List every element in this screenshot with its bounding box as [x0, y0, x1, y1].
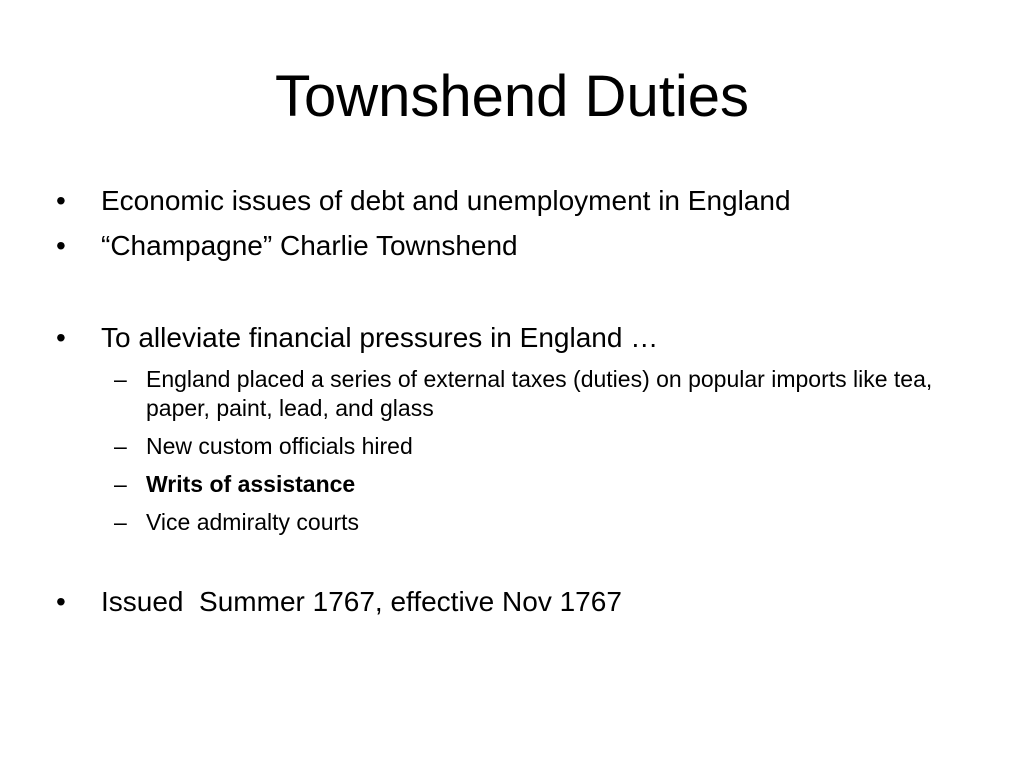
- sub-bullet-text: England placed a series of external taxes (duties) on popular imports like tea, paper, paint, lead, and glass: [146, 366, 933, 421]
- bullet-text: Economic issues of debt and unemployment in England: [101, 185, 791, 216]
- bullet-text: “Champagne” Charlie Townshend: [101, 230, 518, 261]
- dash-icon: –: [114, 471, 127, 497]
- dash-icon: –: [114, 509, 127, 535]
- bullet-icon: •: [56, 322, 66, 353]
- sub-bullet-text: New custom officials hired: [146, 433, 413, 459]
- dash-icon: –: [114, 433, 127, 459]
- bullet-icon: •: [56, 230, 66, 261]
- bullet-text: To alleviate financial pressures in England …: [101, 322, 659, 353]
- sub-bullet-text: Writs of assistance: [146, 471, 356, 497]
- dash-icon: –: [114, 366, 127, 392]
- sub-bullet-text: Vice admiralty courts: [146, 509, 360, 535]
- bullet-text: Issued Summer 1767, effective Nov 1767: [101, 586, 622, 617]
- bullet-icon: •: [56, 586, 66, 617]
- bullet-icon: •: [56, 185, 66, 216]
- slide-title: Townshend Duties: [275, 64, 749, 129]
